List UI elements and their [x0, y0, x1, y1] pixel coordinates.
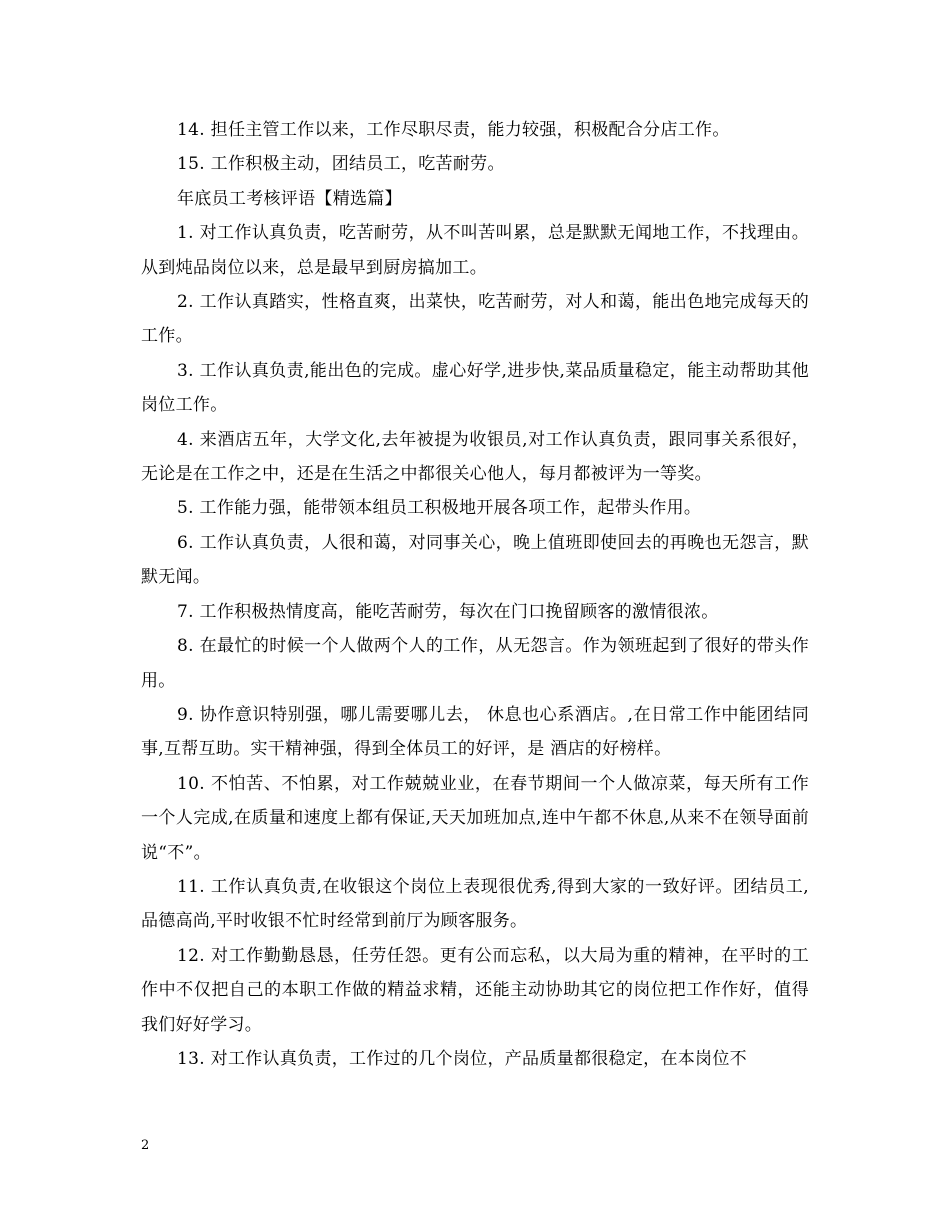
document-body — [141, 113, 809, 1076]
paragraph-item-12: 12. 对工作勤勤恳恳，任劳任怨。更有公而忘私，以大局为重的精神，在平时的工作中不仅把自己的本职工作做的精益求精，还能主动协助其它的岗位把工作作好，值得我们好好学习。 — [141, 945, 809, 1035]
section-heading: 年底员工考核评语【精选篇】 — [177, 188, 402, 209]
paragraph-item-2: 2. 工作认真踏实，性格直爽，出菜快，吃苦耐劳，对人和蔼，能出色地完成每天的工作。 — [141, 292, 809, 347]
paragraph-item-1: 1. 对工作认真负责，吃苦耐劳，从不叫苦叫累，总是默默无闻地工作，不找理由。从到炖品岗位以来，总是最早到厨房搞加工。 — [141, 223, 809, 278]
paragraph-item-5: 5. 工作能力强，能带领本组员工积极地开展各项工作，起带头作用。 — [177, 498, 702, 519]
paragraph-item-3: 3. 工作认真负责,能出色的完成。虚心好学,进步快,菜品质量稳定，能主动帮助其他岗位工作。 — [141, 360, 809, 416]
paragraph-item-10: 10. 不怕苦、不怕累，对工作兢兢业业，在春节期间一个人做凉菜，每天所有工作一个人完成,在质量和速度上都有保证,天天加班加点,连中午都不休息,从来不在领导面前说“不”。 — [141, 773, 809, 863]
paragraph-item-14: 14. 担任主管工作以来，工作尽职尽责，能力较强，积极配合分店工作。 — [177, 120, 730, 140]
paragraph-item-6: 6. 工作认真负责，人很和蔼，对同事关心，晚上值班即使回去的再晚也无怨言，默默无闻。 — [141, 532, 809, 588]
paragraph-item-11: 11. 工作认真负责,在收银这个岗位上表现很优秀,得到大家的一致好评。团结员工,品德高尚,平时收银不忙时经常到前厅为顾客服务。 — [141, 876, 809, 932]
paragraph-item-15: 15. 工作积极主动，团结员工，吃苦耐劳。 — [177, 154, 505, 175]
page-number: 2 — [141, 1138, 150, 1153]
paragraph-item-7: 7. 工作积极热情度高，能吃苦耐劳，每次在门口挽留顾客的激情很浓。 — [177, 601, 719, 622]
paragraph-item-13: 13. 对工作认真负责，工作过的几个岗位，产品质量都很稳定，在本岗位不 — [177, 1048, 747, 1069]
paragraph-item-8: 8. 在最忙的时候一个人做两个人的工作，从无怨言。作为领班起到了很好的带头作用。 — [141, 636, 809, 691]
paragraph-item-9: 9. 协作意识特别强，哪儿需要哪儿去， 休息也心系酒店。,在日常工作中能团结同事,互帮互助。实干精神强，得到全体员工的好评，是 酒店的好榜样。 — [141, 704, 809, 760]
paragraph-item-4: 4. 来酒店五年，大学文化,去年被提为收银员,对工作认真负责，跟同事关系很好，无论是在工作之中，还是在生活之中都很关心他人，每月都被评为一等奖。 — [141, 429, 809, 485]
